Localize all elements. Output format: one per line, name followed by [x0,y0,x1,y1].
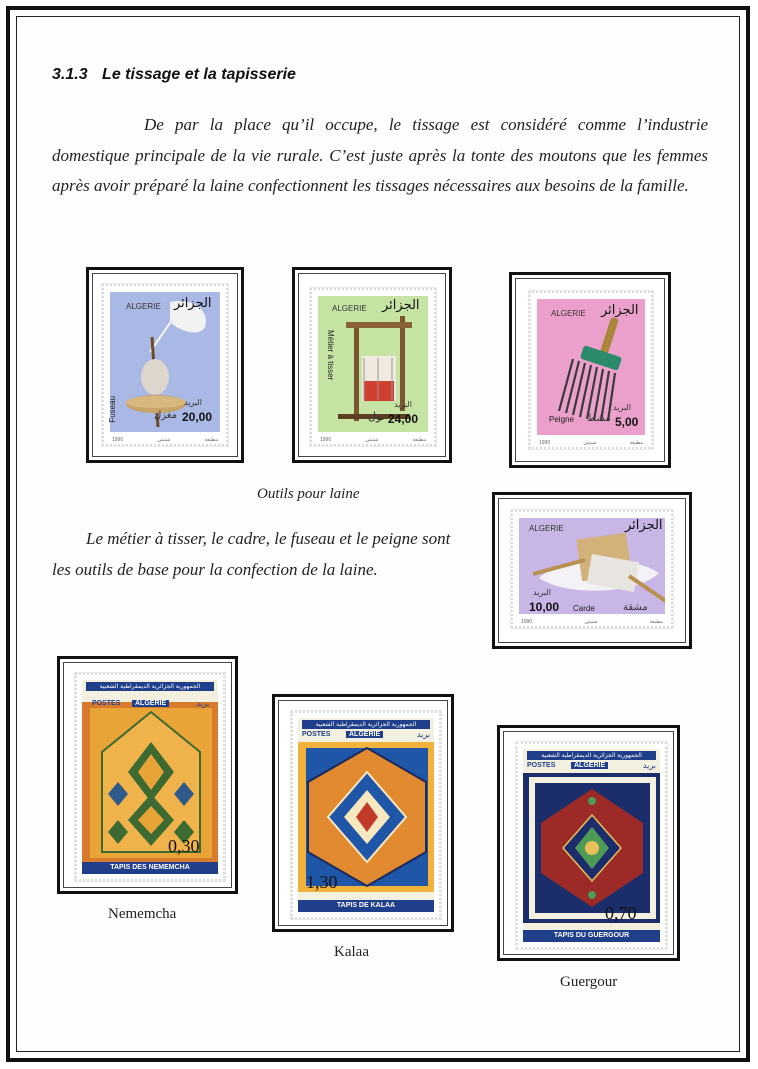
stamp-name-fr: Fuseau [108,396,117,423]
stamp-arabic-band: الجمهورية الجزائرية الديمقراطية الشعبية [302,720,430,729]
stamp-mount-kalaa [272,694,454,932]
stamp-carpet-title: TAPIS DES NEMEMCHA [82,862,218,874]
stamp-postes: POSTES [302,731,331,738]
stamp-face [298,718,434,912]
kalaa-carpet-illustration [298,742,434,892]
tools-caption: Outils pour laine [257,486,360,502]
section-heading [52,66,296,84]
stamp-name-arabic: نول [368,410,385,423]
caption-nememcha: Nememcha [108,906,177,922]
stamp-country: ALGERIE [332,304,367,313]
stamp-imprint: 1990 شنيتي مطبعة [320,437,426,443]
stamp-guergour [516,742,667,949]
stamp-name-fr: Métier à tisser [326,330,335,381]
stamp-name-fr: Carde [573,604,595,613]
stamp-post-arabic: البريد [184,398,202,407]
stamp-arabic-band: الجمهورية الجزائرية الديمقراطية الشعبية [527,751,656,760]
stamp-fuseau [102,284,228,446]
stamp-carde [511,510,673,628]
section-number: 3.1.3 [52,66,88,83]
tools-paragraph-text: Le métier à tisser, le cadre, le fuseau et le peigne sont les outils de base pour la confection de la laine. [52,529,451,579]
stamp-value: 0,30 [168,836,200,856]
stamp-country-arabic: الجزائر [601,303,639,318]
stamp-peigne [529,291,653,449]
stamp-value: 1,30 [306,872,338,892]
stamp-name-arabic: مشقة [623,602,648,613]
tools-paragraph [52,523,458,585]
stamp-value: 24,00 [388,412,419,426]
stamp-value: 10,00 [529,600,560,614]
caption-kalaa: Kalaa [334,944,369,960]
stamp-mount-nememcha [57,656,238,894]
stamp-mount-guergour [497,725,680,961]
stamp-carpet-title: TAPIS DE KALAA [298,900,434,912]
stamp-imprint: 1990 شنيتي مطبعة [539,440,643,446]
caption-guergour: Guergour [560,974,618,990]
stamp-country: ALGERIE [126,302,161,311]
stamp-value: 20,00 [182,410,213,424]
stamp-metier [310,288,436,446]
stamp-country: ALGERIE [551,309,586,318]
stamp-name-fr: Peigne [549,415,574,424]
stamp-name-arabic: مشط [587,413,611,424]
stamp-post-arabic: بريد [642,761,656,770]
stamp-arabic-band: الجمهورية الجزائرية الديمقراطية الشعبية [86,682,214,691]
stamp-mount-metier [292,267,452,463]
stamp-country-arabic: الجزائر [382,298,420,313]
stamp-name-arabic: مغزل [154,410,177,421]
stamp-post-arabic: بريد [416,730,430,739]
stamp-imprint: 1990 شنيتي مطبعة [112,437,218,443]
stamp-carpet-title: TAPIS DU GUERGOUR [523,930,660,942]
stamp-imprint: 1990 شنيتي مطبعة [521,619,663,625]
stamp-country: ALGERIE [132,700,169,707]
stamp-mount-fuseau [86,267,244,463]
stamp-mount-peigne [509,272,671,468]
stamp-face [523,749,660,942]
stamp-country: ALGERIE [346,731,383,738]
stamp-country: ALGERIE [571,762,608,769]
stamp-mount-carde [492,492,692,649]
stamp-country-arabic: الجزائر [625,518,663,533]
section-title: Le tissage et la tapisserie [102,66,296,83]
stamp-value: 0,70 [605,903,637,923]
intro-paragraph-text: De par la place qu’il occupe, le tissage est considéré comme l’industrie domestique principale de la vie rurale. C’est juste après la tonte des moutons que les femmes après avoir préparé la laine confectionnent les tissages nécessaires aux besoins de la famille. [52,115,708,195]
stamp-post-arabic: البريد [613,403,631,412]
stamp-post-arabic: البريد [394,400,412,409]
stamp-postes: POSTES [92,700,121,707]
intro-paragraph [52,110,708,202]
nememcha-header-labels [92,700,232,716]
stamp-value: 5,00 [615,415,639,429]
stamp-country: ALGERIE [529,524,564,533]
stamp-post-arabic: البريد [533,588,551,597]
stamp-post-arabic: بريد [196,699,210,708]
stamp-country-arabic: الجزائر [174,296,212,311]
stamp-postes: POSTES [527,762,556,769]
stamp-kalaa [291,711,441,919]
guergour-carpet-illustration [523,773,660,923]
